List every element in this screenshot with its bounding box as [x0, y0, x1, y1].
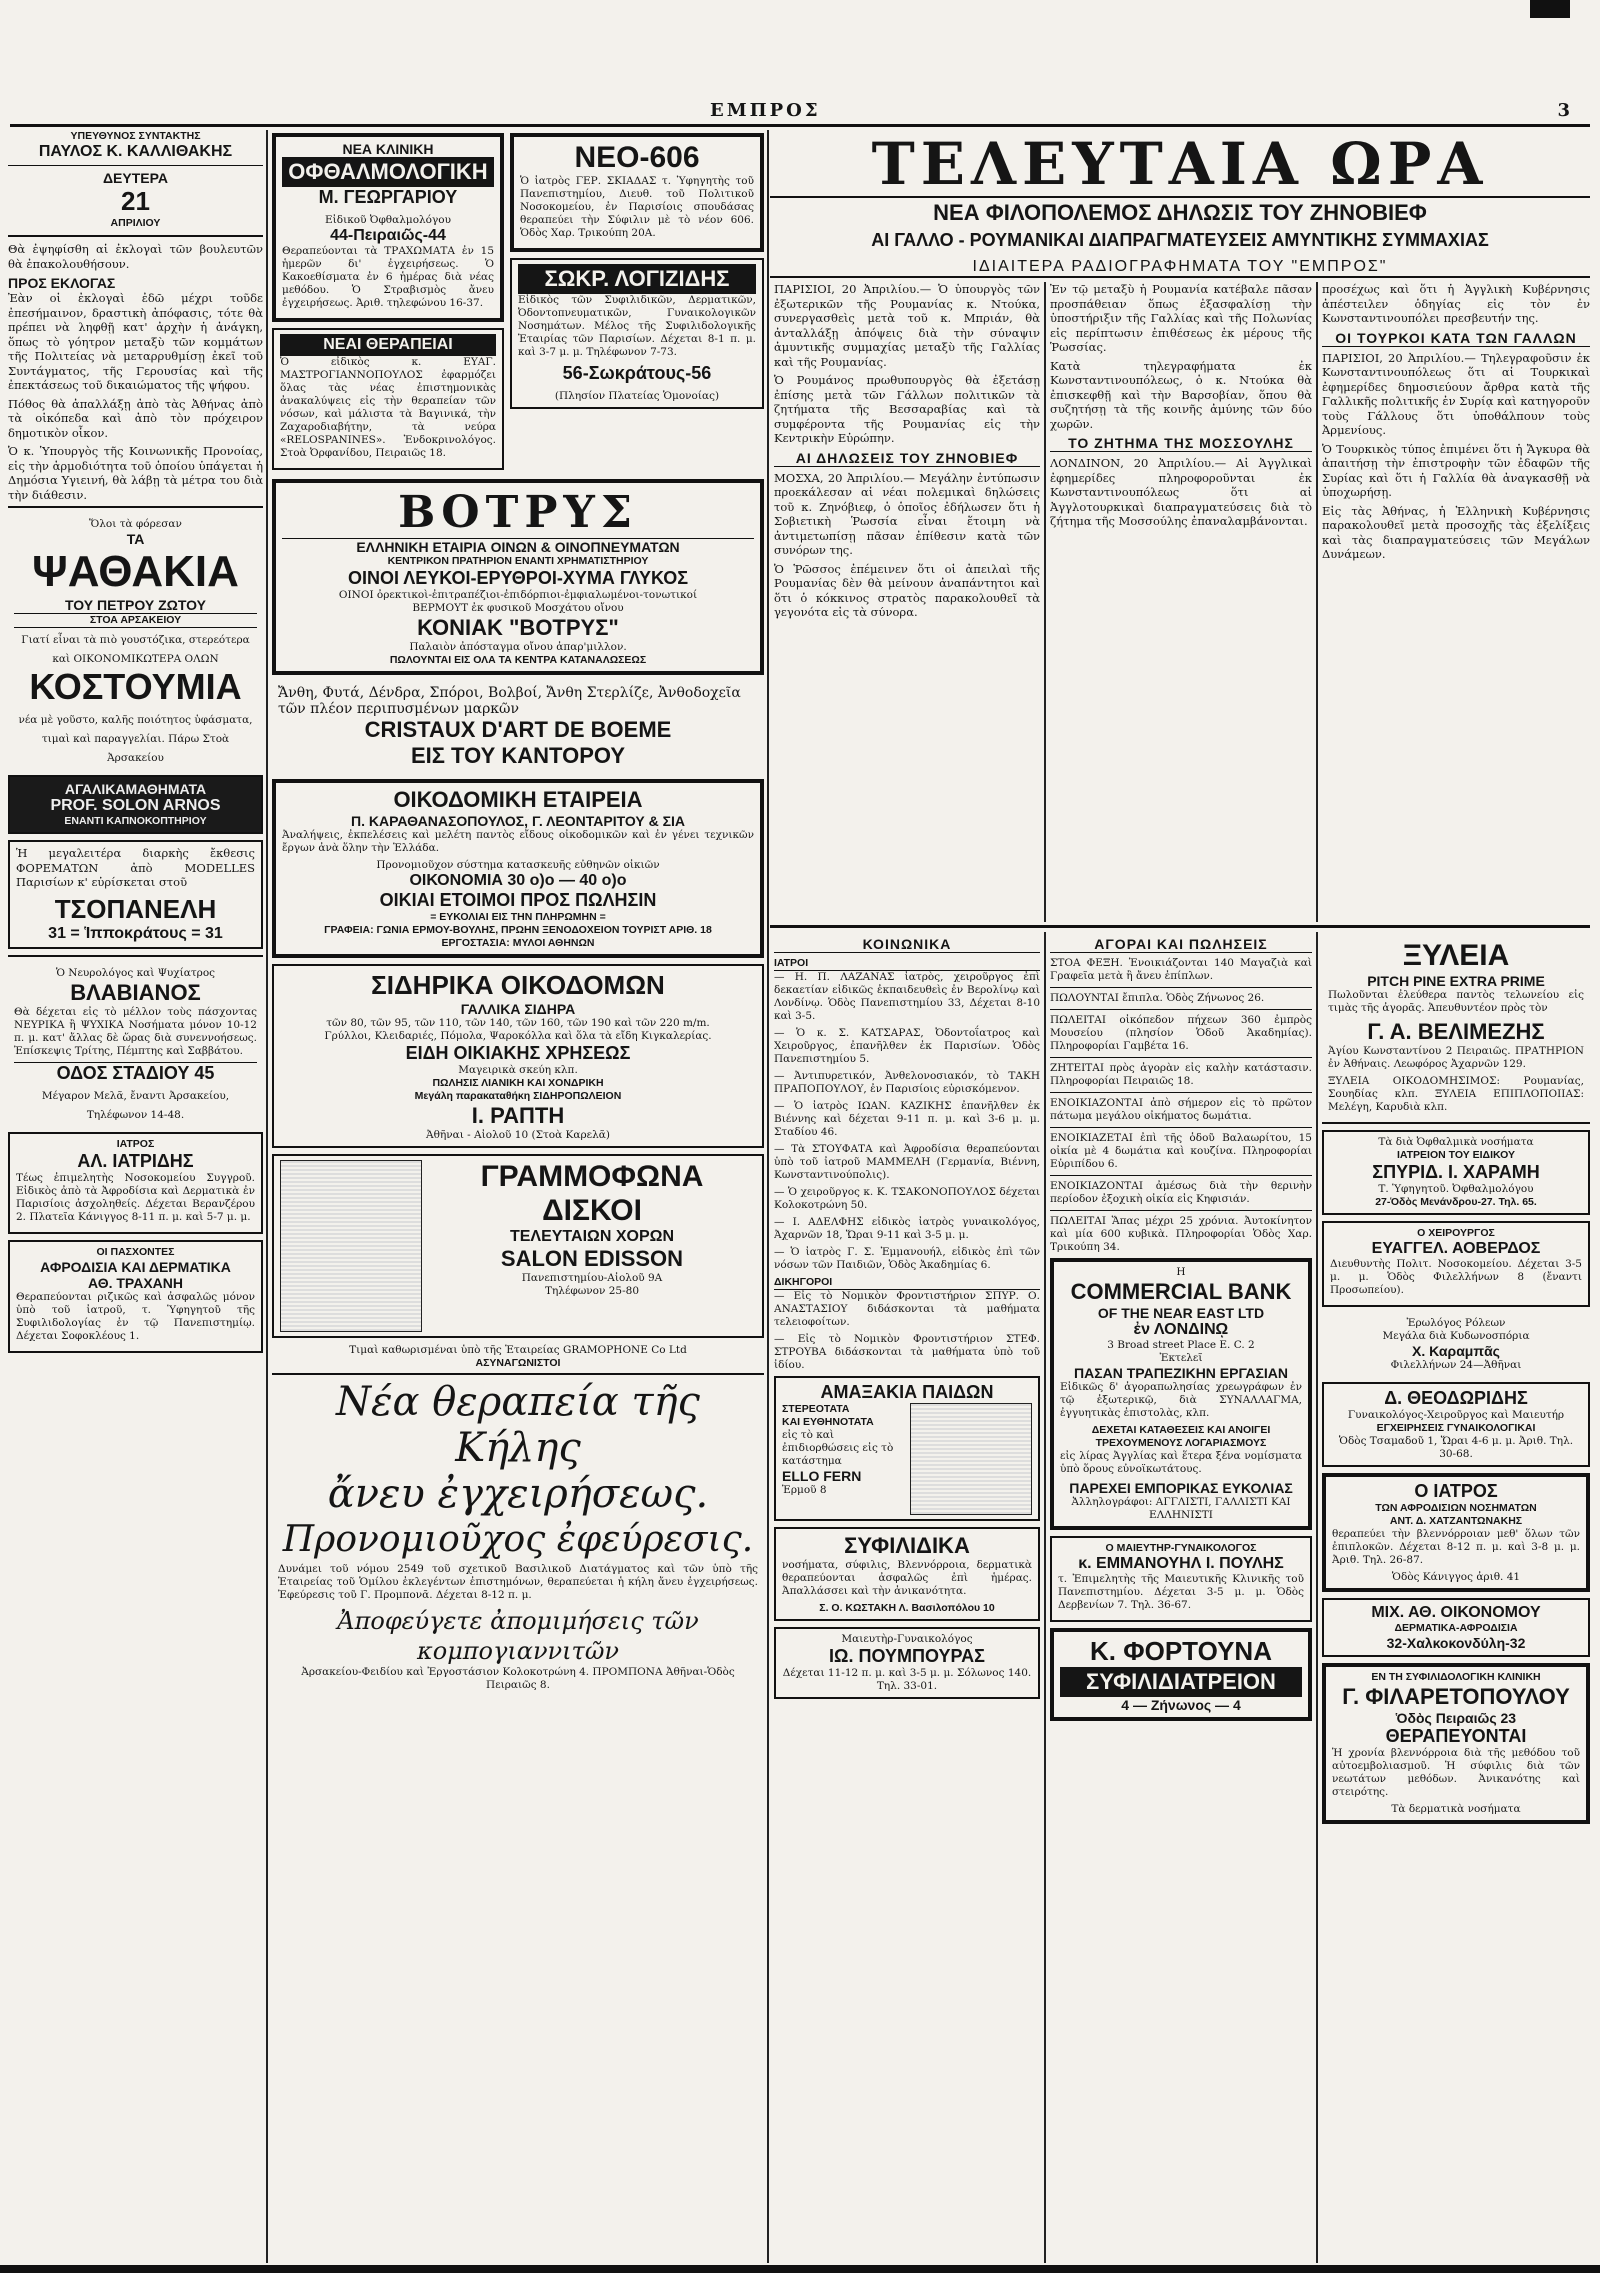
ad-filaretopoulou — [1322, 1663, 1590, 1824]
article-paragraph: ΠΑΡΙΣΙΟΙ, 20 Ἀπριλίου.— Ὁ ὑπουργὸς τῶν ἐξωτερικῶν τῆς Ρουμανίας κ. Ντούκα, συνεργασθεὶς μετὰ τοῦ κ. Μπριάν, θὰ ἀνταλλάξῃ ἀπόψεις διὰ τὴν σύναψιν ἀμυντικῆς συμμαχίας μεταξὺ τῆς Γαλλίας καὶ τῆς Ρουμανίας. — [774, 282, 1040, 369]
article-heading: ΟΙ ΤΟΥΡΚΟΙ ΚΑΤΑ ΤΩΝ ΓΑΛΛΩΝ — [1322, 330, 1590, 347]
column-5-upper — [1322, 282, 1590, 922]
ad-role: ΙΑΤΡΟΣ — [116, 1137, 155, 1150]
ad-line: ΤΕΛΕΥΤΑΙΩΝ ΧΟΡΩΝ — [509, 1228, 675, 1245]
ad-text: Θεραπεύονται ριζικῶς καὶ ἀσφαλῶς μόνον ὑπὸ τοῦ ἰατροῦ, τ. Ὑφηγητοῦ τῆς Συφιλιδολογίας ἐν τῷ Πανεπιστημίῳ. Δέχεται Σοφοκλέους 1. — [16, 1290, 255, 1342]
ad-phone: Τηλέφωνον 25-80 — [545, 1285, 639, 1297]
ad-address: 32-Χαλκοκονδύλη-32 — [1386, 1635, 1526, 1651]
article-paragraph: προσέχως καὶ ὅτι ἡ Ἀγγλικὴ Κυβέρνησις ἀπέστειλεν ὁδηγίας εἰς τὸν ἐν Κωνσταντινουπόλει πρεσβευτήν της. — [1322, 282, 1590, 325]
ad-line: ΕΛΛΗΝΙΚΗ ΕΤΑΙΡΙΑ ΟΙΝΩΝ & ΟΙΝΟΠΝΕΥΜΑΤΩΝ — [356, 539, 680, 555]
ad-name: ΣΠΥΡΙΔ. Ι. ΧΑΡΑΜΗ — [1372, 1162, 1540, 1182]
article-paragraph: ΛΟΝΔΙΝΟΝ, 20 Ἀπριλίου.— Αἱ Ἀγγλικαὶ ἐφημερίδες πληροφοροῦνται ἐκ Κωνσταντινουπόλεως ὅτι αἱ Ἀγγλοτουρκικαὶ διαπραγματεύσεις διὰ τὸ ζήτημα τῆς Μοσσούλης ἐπαναλαμβάνονται. — [1050, 456, 1312, 528]
ad-harami — [1322, 1130, 1590, 1215]
ad-head: ΕΝ ΤΗ ΣΥΦΙΛΙΔΟΛΟΓΙΚΗ ΚΛΙΝΙΚΗ — [1371, 1671, 1541, 1683]
ad-text: Εἰδικὸς τῶν Συφιλιδικῶν, Δερματικῶν, Ὀδοντοπνευματικῶν, Γυναικολογικῶν Νοσημάτων. Μέλος τῆς Συφιλιδολογικῆς Ἑταιρίας τῶν Παρισίων. Δέχεται 8-1 π. μ. καὶ 3-7 μ. μ. Τηλέφωνον 7-73. — [518, 294, 756, 358]
running-header — [10, 100, 1590, 127]
issue-month: ΑΠΡΙΛΙΟΥ — [110, 217, 161, 229]
ad-name: Χ. Καραμπᾶς — [1412, 1343, 1500, 1359]
column-rule — [1044, 932, 1046, 2263]
ad-title: ΟΦΘΑΛΜΟΛΟΓΙΚΗ — [282, 157, 494, 187]
column-2 — [272, 130, 764, 2263]
ad-line: Η — [1176, 1266, 1186, 1278]
last-hour-title: ΤΕΛΕΥΤΑΙΑ ΩΡΑ — [770, 132, 1590, 198]
ad-name: Κ. ΦΟΡΤΟΥΝΑ — [1090, 1636, 1272, 1666]
ad-role: Ὁ Νευρολόγος καὶ Ψυχίατρος — [55, 966, 216, 979]
ad-text: Ἀναλήψεις, ἐκπελέσεις καὶ μελέτη παντὸς εἴδους οἰκοδομικῶν καὶ ἐν γένει τεχνικῶν ἔργων ἀνὰ ὅλην τὴν Ἑλλάδα. — [282, 829, 754, 854]
ad-avdeladas — [1322, 1221, 1590, 1307]
ad-name: ΕΥΑΓΓΕΛ. ΑΟΒΕΡΔΟΣ — [1371, 1240, 1541, 1257]
ad-name: Γ. Α. ΒΕΛΙΜΕΖΗΣ — [1367, 1019, 1545, 1044]
ad-address: Ἀγίου Κωνσταντίνου 2 Πειραιῶς. ΠΡΑΤΗΡΙΟΝ ἐν Ἀθήναις. Λεωφόρος Ἀχαρνῶν 129. — [1328, 1045, 1584, 1070]
ad-oikodomiki — [272, 779, 764, 958]
ad-address: 4 — Ζήνωνος — 4 — [1121, 1697, 1241, 1713]
ad-head: Ο ΙΑΤΡΟΣ — [1414, 1481, 1498, 1501]
ad-psathakia — [8, 506, 263, 769]
ad-line: ΚΟΝΙΑΚ "ΒΟΤΡΥΣ" — [417, 615, 619, 640]
article-paragraph: Ὁ Τουρκικὸς τύπος ἐπιμένει ὅτι ἡ Ἄγκυρα θὰ ἀπαιτήσῃ τὴν ἐπιστροφὴν τῶν ἐδαφῶν τῆς Συρίας καὶ ὅτι ἡ Γαλλία θὰ ἀναγκασθῇ νὰ ὑποχωρήσῃ. — [1322, 441, 1590, 499]
top-border — [0, 0, 1600, 18]
ad-text: Ὁδὸς Τσαμαδοῦ 1, Ὥραι 4-6 μ. μ. Ἀριθ. Τηλ. 30-68. — [1338, 1435, 1574, 1460]
ad-vlavianos — [8, 955, 263, 1126]
classified: ΖΗΤΕΙΤΑΙ πρὸς ἀγορὰν εἰς καλὴν κατάστασιν. Πληροφορίαι Πειραιῶς 18. — [1050, 1062, 1312, 1087]
column-rule — [1316, 932, 1318, 2263]
ad-line: ΚΕΝΤΡΙΚΟΝ ΠΡΑΤΗΡΙΟΝ ΕΝΑΝΤΙ ΧΡΗΜΑΤΙΣΤΗΡΙΟΥ — [387, 555, 649, 567]
ad-address: 44-Πειραιῶς-44 — [330, 227, 446, 244]
ad-name: ΜΙΧ. ΑΘ. ΟΙΚΟΝΟΜΟΥ — [1371, 1604, 1541, 1621]
ad-name: Γ. ΦΙΛΑΡΕΤΟΠΟΥΛΟΥ — [1342, 1684, 1570, 1709]
ad-title: ΝΕΟ-606 — [574, 141, 700, 174]
notice: — Ὁ ἰατρὸς ΙΩΑΝ. ΚΑΖΙΚΗΣ ἐπανῆλθεν ἐκ Βιέννης καὶ δέχεται 9-11 π. μ. καὶ 3-6 μ. μ. Σταδίου 46. — [774, 1100, 1040, 1138]
ad-line: ΕΙΔΗ ΟΙΚΙΑΚΗΣ ΧΡΗΣΕΩΣ — [405, 1043, 631, 1063]
article-paragraph: Θὰ ἐψηφίσθη αἱ ἐκλογαὶ τῶν βουλευτῶν θὰ ἐπακολουθήσουν. — [8, 242, 263, 271]
ad-line: ΟΙΚΟΝΟΜΙΑ 30 ο)ο — 40 ο)ο — [409, 872, 627, 889]
ad-title: ἄνευ ἐγχειρήσεως. — [327, 1471, 709, 1517]
subsection-title: ΔΙΚΗΓΟΡΟΙ — [774, 1276, 1040, 1290]
ad-line: ΟΙΝΟΙ ΛΕΥΚΟΙ-ΕΡΥΘΡΟΙ-ΧΥΜΑ ΓΛΥΚΟΣ — [347, 568, 689, 588]
ad-name: Σ. Ο. ΚΩΣΤΑΚΗ Λ. Βασιλοπόλου 10 — [819, 1602, 995, 1614]
ad-line: τῶν 80, τῶν 95, τῶν 110, τῶν 140, τῶν 160, τῶν 190 καὶ τῶν 220 m/m. — [326, 1017, 710, 1029]
column-rule — [1044, 282, 1046, 922]
ad-title: ΣΥΦΙΛΙΔΙΑΤΡΕΙΟΝ — [1060, 1667, 1302, 1697]
notice: — Τὰ ΣΤΟΥΦΑΤΑ καὶ Ἀφροδίσια θεραπεύονται ὑπὸ τοῦ ἰατροῦ ΜΑΜΜΕΛΗ (Γερμανία, Βιέννη, Κωνσταντινούπολις). — [774, 1143, 1040, 1181]
ad-line: CRISTAUX D'ART DE BOEME — [364, 717, 672, 742]
ad-line: ΟΙΚΙΑΙ ΕΤΟΙΜΟΙ ΠΡΟΣ ΠΩΛΗΣΙΝ — [379, 890, 657, 910]
notice: — Ἀντιπυρετικόν, Ἀνθελονοσιακόν, τὸ ΤΑΚΗ ΠΡΑΠΟΠΟΥΛΟΥ, ἐν Παρισίοις εὐρισκόμενον. — [774, 1070, 1040, 1095]
ad-line: Προνομιοῦχον σύστημα κατασκευῆς εὐθηνῶν οἰκιῶν — [376, 859, 660, 871]
classified: ΠΩΛΟΥΝΤΑΙ ἔπιπλα. Ὁδὸς Ζήνωνος 26. — [1050, 992, 1265, 1004]
ad-karampas — [1322, 1313, 1590, 1376]
column-rule — [1316, 282, 1318, 922]
column-5-lower — [1322, 932, 1590, 2263]
ad-head: Ἐρωλόγος Ρόλεων — [1406, 1317, 1506, 1329]
ad-tagline: Ὅλοι τὰ φόρεσαν — [89, 518, 182, 530]
ad-rapti — [272, 964, 764, 1148]
ad-oikonomou — [1322, 1598, 1590, 1657]
ad-sub: ΔΙΣΚΟΙ — [542, 1194, 642, 1227]
ad-title: ΟΙΚΟΔΟΜΙΚΗ ΕΤΑΙΡΕΙΑ — [393, 787, 643, 812]
ad-xyleia — [1322, 935, 1590, 1124]
page-number: 3 — [1557, 100, 1570, 121]
column-4-upper — [1050, 282, 1312, 922]
ad-line: ΠΑΣΑΝ ΤΡΑΠΕΖΙΚΗΝ ΕΡΓΑΣΙΑΝ — [1074, 1365, 1288, 1381]
ad-text: εἰς λίρας Ἀγγλίας καὶ ἕτερα ξένα νομίσματα ὑπὸ ὅρους εὐνοϊκωτάτους. — [1060, 1450, 1302, 1475]
ad-title: ΝΕΑΙ ΘΕΡΑΠΕΙΑΙ — [280, 334, 496, 356]
ad-text: εἰς τὸ καὶ ἐπιδιορθώσεις εἰς τὸ κατάστημα — [782, 1429, 894, 1467]
ad-title: ΞΥΛΕΙΑ — [1402, 939, 1510, 972]
bottom-border — [0, 2265, 1600, 2273]
notice: — Ι. ΑΔΕΛΦΗΣ εἰδικὸς ἰατρὸς γυναικολόγος, Ἀχαρνῶν 18, Ὥραι 9-11 καὶ 3-5 μ. μ. — [774, 1216, 1040, 1241]
ad-name: ΑΘ. ΤΡΑΧΑΝΗ — [87, 1274, 184, 1291]
ad-line: ΔΕΧΕΤΑΙ ΚΑΤΑΘΕΣΕΙΣ ΚΑΙ ΑΝΟΙΓΕΙ ΤΡΕΧΟΥΜΕΝΟΥΣ ΛΟΓΑΡΙΑΣΜΟΥΣ — [1091, 1424, 1271, 1449]
ad-title: ΑΦΡΟΔΙΣΙΑ ΚΑΙ ΔΕΡΜΑΤΙΚΑ — [40, 1258, 231, 1275]
ad-title: ΤΣΟΠΑΝΕΛΗ — [54, 893, 217, 924]
ad-line: Μαγειρικὰ σκεύη κλπ. — [458, 1064, 578, 1076]
ad-role: Ο ΧΕΙΡΟΥΡΓΟΣ — [1417, 1227, 1495, 1239]
notice: — Ὁ χειροῦργος κ. Κ. ΤΣΑΚΟΝΟΠΟΥΛΟΣ δέχεται Κολοκοτρώνη 50. — [774, 1186, 1040, 1211]
article-paragraph: Ὁ Ῥῶσσος ἐπέμεινεν ὅτι οἱ ἀπειλαὶ τῆς Ρουμανίας δὲν θὰ μείνουν ἀναπάντητοι καὶ ὅτι ὁ κόκκινος στρατὸς παρακολουθεῖ τὰ γεγονότα εἰς τὰ σύνορα. — [774, 561, 1040, 619]
ad-name: Δ. ΘΕΟΔΩΡΙΔΗΣ — [1384, 1388, 1528, 1408]
ad-line: ΚΑΙ ΕΥΘΗΝΟΤΑΤΑ — [782, 1416, 874, 1428]
article-paragraph: ΠΑΡΙΣΙΟΙ, 20 Ἀπριλίου.— Τηλεγραφοῦσιν ἐκ Κωνσταντινουπόλεως ὅτι αἱ Τουρκικαὶ ἐφημερίδες δημοσιεύουν ἄρθρα κατὰ τῆς Γαλλικῆς πολιτικῆς ἐν Συρίᾳ καὶ κατηγοροῦν τοὺς Γάλλους ὅτι ὑποθάλπουν τοὺς Ἀρμενίους. — [1322, 350, 1590, 437]
ad-address: ΣΤΟΑ ΑΡΣΑΚΕΙΟΥ — [14, 613, 257, 628]
editor-name: ΠΑΥΛΟΣ Κ. ΚΑΛΛΙΘΑΚΗΣ — [38, 143, 233, 160]
ad-iatridis — [8, 1132, 263, 1234]
ad-line: ΓΡΑΦΕΙΑ: ΓΩΝΙΑ ΕΡΜΟΥ-ΒΟΥΛΗΣ, ΠΡΩΗΝ ΞΕΝΟΔΟΧΕΙΟΝ ΤΟΥΡΙΣΤ ΑΡΙΘ. 18 — [324, 924, 712, 936]
ad-footer: Τιμαὶ καθωρισμέναι ὑπὸ τῆς Ἑταιρείας GRAMOPHONE Co Ltd — [349, 1344, 687, 1356]
ad-title: ΒΛΑΒΙΑΝΟΣ — [70, 979, 201, 1005]
ad-footer: Ἀρσακείου-Φειδίου καὶ Ἐργοστάσιον Κολοκοτρώνη 4. ΠΡΟΜΠΟΝΑ Ἀθῆναι-Ὁδὸς Πειραιῶς 8. — [301, 1666, 735, 1691]
article-paragraph: Ὁ Ρουμάνος πρωθυπουργὸς θὰ ἐξετάσῃ ἐπίσης μετὰ τῶν Γάλλων πολιτικῶν τὰ ζητήματα τῆς Βεσσαραβίας καὶ τὰ συμφέροντα τῆς Ρουμανίας εἰς τὴν Κεντρικὴν Εὐρώπην. — [774, 373, 1040, 445]
ad-line: ΠΩΛΗΣΙΣ ΛΙΑΝΙΚΗ ΚΑΙ ΧΟΝΔΡΙΚΗ — [432, 1077, 604, 1089]
ad-place: (Πλησίον Πλατείας Ὁμονοίας) — [554, 390, 720, 402]
issue-day: ΔΕΥΤΕΡΑ — [102, 170, 169, 186]
classified: ΠΩΛΕΙΤΑΙ οἰκόπεδον πήχεων 360 ἐμπρὸς Μουσείου (πλησίον Ὁδοῦ Ἀκαδημίας). Πληροφορίαι Γαμβέτα 16. — [1050, 1014, 1312, 1052]
ad-address: Πανεπιστημίου-Αἰολοῦ 9Α — [521, 1272, 663, 1284]
article-paragraph: Κατὰ τηλεγραφήματα ἐκ Κωνσταντινουπόλεως, ὁ κ. Ντούκα θὰ ἐπισκεφθῇ καὶ τὴν Βαρσοβίαν, ὅπου θὰ συζητήσῃ τὰ τῆς κοινῆς ἀμύνης τῶν δύο χωρῶν. — [1050, 358, 1312, 431]
classified: ΕΝΟΙΚΙΑΖΟΝΤΑΙ ἀμέσως διὰ τὴν θερινὴν περίοδον ἐξοχικὴ οἰκία εἰς Κηφισιάν. — [1050, 1180, 1312, 1205]
headline-3: ΙΔΙΑΙΤΕΡΑ ΡΑΔΙΟΓΡΑΦΗΜΑΤΑ ΤΟΥ "ΕΜΠΡΟΣ" — [770, 258, 1590, 278]
ink-mark — [1530, 0, 1570, 18]
ad-text: Τέως ἐπιμελητὴς Νοσοκομείου Συγγροῦ. Εἰδικὸς ἀπὸ τὰ Ἀφροδίσια καὶ Δερματικὰ ἐν Παρισίοις ἀσχοληθείς. Δέχεται Βερανζέρου 2. Πλατεῖα Κάνιγγος 8-11 π. μ. καὶ 5-7 μ. μ. — [16, 1171, 255, 1223]
article-paragraph: Ἐν τῷ μεταξὺ ἡ Ρουμανία κατέβαλε πᾶσαν προσπάθειαν ὅπως ἐξασφαλίσῃ τὴν ὑποστήριξιν τῆς Γαλλίας καὶ τῆς Πολωνίας εἰς περίπτωσιν ἐπιθέσεως ἐκ μέρους τῆς Ῥωσσίας. — [1050, 282, 1312, 354]
ad-line: Π. ΚΑΡΑΘΑΝΑΣΟΠΟΥΛΟΣ, Γ. ΛΕΟΝΤΑΡΙΤΟΥ & ΣΙΑ — [350, 813, 686, 829]
ad-title: ΑΛ. ΙΑΤΡΙΔΗΣ — [77, 1150, 194, 1171]
ad-text: Δέχεται 11-12 π. μ. καὶ 3-5 μ. μ. Σόλωνος 140. Τηλ. 33-01. — [782, 1667, 1032, 1692]
ad-title: ΣΙΔΗΡΙΚΑ ΟΙΚΟΔΟΜΩΝ — [371, 970, 665, 1000]
ad-sub: ΔΕΡΜΑΤΙΚΑ-ΑΦΡΟΔΙΣΙΑ — [1394, 1622, 1518, 1634]
ad-address: 31 = Ἱπποκράτους = 31 — [48, 924, 223, 942]
ad-line: Ἀποφεύγετε ἀπομιμήσεις τῶν κομπογιαννιτῶν — [337, 1607, 699, 1665]
paper-name: ΕΜΠΡΟΣ — [710, 100, 821, 121]
ad-line: ΣΤΕΡΕΟΤΑΤΑ — [782, 1403, 850, 1415]
ad-brand: ΤΟΥ ΠΕΤΡΟΥ ΖΩΤΟΥ — [64, 597, 206, 613]
ad-footer: ΑΣΥΝΑΓΩΝΙΣΤΟΙ — [475, 1357, 561, 1369]
ad-role: Γυναικολόγος-Χειροῦργος καὶ Μαιευτήρ — [1347, 1409, 1565, 1421]
ad-name: κ. ΕΜΜΑΝΟΥΗΛ Ι. ΠΟΥΛΗΣ — [1078, 1555, 1284, 1572]
classified: ΠΩΛΕΙΤΑΙ Ἅπας μέχρι 25 χρόνια. Ἀυτοκίνητον καὶ μία 600 κυβικὰ. Πληροφορίαι Ὁδὸς Χαρ. Τρικούπη 34. — [1050, 1215, 1312, 1253]
ad-tsopaneli — [8, 840, 263, 949]
ad-text: Θεραπεύονται τὰ ΤΡΑΧΩΜΑΤΑ ἐν 15 ἡμερῶν δι' ἐγχειρήσεως. Ὁ Κακοεθίσματα ἐν 6 ἡμέρας διὰ νέας μεθόδου. Ὁ Στραβισμὸς ἄνευ ἐγχειρήσεως. Ἀριθ. τηλεφώνου 16-37. — [282, 245, 494, 309]
ad-text: Θὰ δέχεται εἰς τὸ μέλλον τοὺς πάσχοντας ΝΕΥΡΙΚΑ ἢ ΨΥΧΙΚΑ Νοσήματα μόνον 10-12 π. μ. κατ' ἄλλας δὲ ὥρας διὰ συνεννοήσεως. Ἐπίσκεψις Τρίτης, Πέμπτης καὶ Σαββάτου. — [14, 1005, 257, 1057]
ad-line: ΑΓΑΛΙΚΑΜΑΘΗΜΑΤΑ — [64, 781, 207, 797]
ad-address: 27-Ὁδὸς Μενάνδρου-27. Τηλ. 65. — [1375, 1196, 1537, 1208]
pram-illustration — [910, 1403, 1032, 1515]
ad-text: Εἰδικῶς δ' ἀγοραπωλησίας χρεωγράφων ἐν τῷ ἐξωτερικῷ, διὰ ΣΥΝΑΛΛΑΓΜΑ, ἐγγυητικὰς ἐπιστολὰς, κλπ. — [1060, 1381, 1302, 1419]
article-paragraph: Ὁ κ. Ὑπουργὸς τῆς Κοινωνικῆς Προνοίας, εἰς τὴν ἁρμοδιότητα τοῦ ὁποίου ὑπάγεται ἡ Δημόσια Υγιεινή, θὰ λάβῃ τὰ μέτρα του διὰ τὴν διάθεσιν. — [8, 444, 263, 502]
ad-kostoumia-title: ΚΟΣΤΟΥΜΙΑ — [29, 666, 242, 707]
ad-text: Ἄνθη, Φυτά, Δένδρα, Σπόροι, Βολβοί, Ἄνθη Στερλίζε, Ἀνθοδοχεῖα τῶν πλέον περιπυσμένων μαρκῶν — [278, 685, 741, 717]
ad-line: ΕΝΑΝΤΙ ΚΑΠΝΟΚΟΠΤΗΡΙΟΥ — [64, 815, 207, 827]
ad-fortouna — [1050, 1628, 1312, 1721]
ad-text: Ἡ μεγαλειτέρα διαρκὴς ἔκθεσις ΦΟΡΕΜΑΤΩΝ ἀπὸ MODELLES Παρισίων κ' εὐρίσκεται στοῦ — [16, 846, 255, 889]
ad-title: COMMERCIAL BANK — [1070, 1279, 1292, 1304]
section-divider — [770, 925, 1590, 928]
ad-line: = ΕΥΚΟΛΙΑΙ ΕΙΣ ΤΗΝ ΠΛΗΡΩΜΗΝ = — [430, 911, 606, 923]
ad-theodoridis — [1322, 1382, 1590, 1467]
ad-address: ΟΔΟΣ ΣΤΑΔΙΟΥ 45 — [14, 1062, 257, 1084]
notice: — Ὁ κ. Σ. ΚΑΤΣΑΡΑΣ, Ὀδοντοΐατρος καὶ Χειροῦργος, ἐπανῆλθεν ἐκ Παρισίων. Ὁδὸς Πανεπιστημίου 5. — [774, 1027, 1040, 1065]
ad-line: Μεγάλη παρακαταθήκη ΣΙΔΗΡΟΠΩΛΕΙΟΝ — [414, 1090, 622, 1102]
ad-line: ΠΩΛΟΥΝΤΑΙ ΕΙΣ ΟΛΑ ΤΑ ΚΕΝΤΡΑ ΚΑΤΑΝΑΛΩΣΕΩΣ — [389, 654, 647, 666]
article-paragraph: Πόθος θὰ ἀπαλλάξῃ ἀπὸ τὰς Ἀθήνας ἀπὸ τὰ οἰκόπεδα καὶ ἀπὸ τὸν πρόχειρον δημοτικὸν οἶκον. — [8, 396, 263, 440]
ad-gramophone — [272, 1154, 764, 1338]
ad-text: Μέγαρον Μελᾶ, ἔναντι Ἀρσακείου, Τηλέφωνον 14-48. — [41, 1089, 230, 1121]
ad-line: ΠΑΡΕΧΕΙ ΕΜΠΟΡΙΚΑΣ ΕΥΚΟΛΙΑΣ — [1069, 1480, 1293, 1496]
subsection-title: ΙΑΤΡΟΙ — [774, 957, 1040, 971]
ad-line: OF THE NEAR EAST LTD — [1097, 1305, 1265, 1321]
ad-commercial-bank — [1050, 1258, 1312, 1530]
notice: — Η. Π. ΛΑΖΑΝΑΣ ἰατρὸς, χειροῦργος ἐπὶ δεκαετίαν εἰδικῶς ἐκπαιδευθεὶς ἐν Βερολίνῳ καὶ Λονδίνῳ. Ὁδὸς Πανεπιστημίου 33, Δέχεται 8-10 καὶ 3-5. — [774, 971, 1040, 1022]
section-title: ΚΟΙΝΩΝΙΚΑ — [774, 936, 1040, 953]
ad-text: νοσήματα, σύφιλις, Βλεννόρροια, δερματικὰ θεραπεύονται ἀσφαλῶς ἐπὶ ἡμέρας. Ἀπαλλάσσει καὶ τὴν ἀνικανότητα. — [782, 1559, 1032, 1597]
ad-name: ΙΩ. ΠΟΥΜΠΟΥΡΑΣ — [829, 1646, 985, 1666]
ad-title: Προνομιοῦχος ἐφεύρεσις. — [282, 1519, 754, 1560]
ad-poumpouras — [774, 1627, 1040, 1699]
ad-title: ΣΥΦΙΛΙΔΙΚΑ — [844, 1533, 970, 1558]
ad-logizidis — [510, 258, 764, 409]
ad-address: Ὁδὸς Κάνιγγος ἀριθ. 41 — [1391, 1571, 1521, 1583]
ad-title: Νέα θεραπεία τῆς Κήλης — [336, 1379, 700, 1471]
ad-sub: ΙΑΤΡΕΙΟΝ ΤΟΥ ΕΙΔΙΚΟΥ — [1396, 1149, 1516, 1161]
headline-1: ΝΕΑ ΦΙΛΟΠΟΛΕΜΟΣ ΔΗΛΩΣΙΣ ΤΟΥ ΖΗΝΟΒΙΕΦ — [933, 200, 1427, 225]
ad-line: Ἐκτελεῖ — [1159, 1352, 1203, 1364]
article-heading: ΠΡΟΣ ΕΚΛΟΓΑΣ — [8, 275, 116, 291]
ad-role: Ο ΜΑΙΕΥΤΗΡ-ΓΥΝΑΙΚΟΛΟΓΟΣ — [1105, 1542, 1257, 1554]
ad-footer: Τὰ δερματικὰ νοσήματα — [1391, 1803, 1521, 1815]
ad-poulis — [1050, 1536, 1312, 1622]
ad-head: Τὰ διὰ Ὀφθαλμικὰ νοσήματα — [1378, 1136, 1534, 1148]
article-heading: ΑΙ ΔΗΛΩΣΕΙΣ ΤΟΥ ΖΗΝΟΒΙΕΦ — [774, 450, 1040, 467]
column-3-lower — [774, 932, 1040, 2263]
ad-text: Τ. Ὑφηγητοῦ. Ὀφθαλμολόγου — [1378, 1183, 1534, 1195]
ad-article: ΤΑ — [126, 531, 145, 547]
ad-address: 56-Σωκράτους-56 — [562, 363, 712, 383]
ad-text: ΞΥΛΕΙΑ ΟΙΚΟΔΟΜΗΣΙΜΟΣ: Ρουμανίας, Σουηδίας κλπ. ΞΥΛΕΙΑ ΕΠΙΠΛΟΠΟΙΙΑΣ: Μελέγη, Καρυδιὰ κλπ. — [1328, 1075, 1584, 1113]
column-4-lower — [1050, 932, 1312, 2263]
ad-text: θεραπεύει τὴν βλεννόρροιαν μεθ' ὅλων τῶν ἐπιπλοκῶν. Δέχεται 8-12 π. μ. καὶ 3-8 μ. μ. Ἀριθ. Τηλ. 26-87. — [1332, 1528, 1580, 1566]
ad-text: Ἡ χρονία βλεννόρροια διὰ τῆς μεθόδου τοῦ αὐτοεμβολιασμοῦ. Ἡ σύφιλις διὰ τῶν νεωτάτων μεθόδων. Ἀνικανότης καὶ στειρότης. — [1332, 1747, 1580, 1798]
ad-mastrogiannopoulos — [272, 328, 504, 470]
ad-title: ΒΟΤΡΥΣ — [282, 487, 754, 539]
ad-title: ΓΡΑΜΜΟΦΩΝΑ — [480, 1160, 704, 1193]
ad-votrys — [272, 479, 764, 675]
column-1 — [8, 130, 263, 2263]
article-paragraph: Εἰς τὰς Ἀθήνας, ἡ Ἑλληνικὴ Κυβέρνησις παρακολουθεῖ μετὰ προσοχῆς τὰς ἐξελίξεις καὶ τὰς διαπραγματεύσεις τῶν Μεγάλων Δυνάμεων. — [1322, 503, 1590, 561]
ad-title: ΣΩΚΡ. ΛΟΓΙΖΙΔΗΣ — [518, 264, 756, 294]
article-paragraph: ΜΟΣΧΑ, 20 Ἀπριλίου.— Μεγάλην ἐντύπωσιν προεκάλεσαν αἱ νέαι πολεμικαὶ δηλώσεις τοῦ κ. Ζηνόβιεφ, ὁ ὁποῖος ἐδήλωσεν ὅτι ἡ Σοβιετικὴ Ῥωσσία εἶναι ἕτοιμη νὰ ἀντιμετωπίσῃ πᾶσαν ἐπίθεσιν κατὰ τῶν συνόρων της. — [774, 470, 1040, 557]
dancers-illustration — [280, 1160, 422, 1332]
ad-line: ΒΕΡΜΟΥΤ ἐκ φυσικοῦ Μοσχάτου οἴνου — [412, 602, 624, 614]
ad-text: Ὁ ἰατρὸς ΓΕΡ. ΣΚΙΑΔΑΣ τ. Ὑφηγητὴς τοῦ Πανεπιστημίου, Διευθ. τοῦ Πολιτικοῦ Νοσοκομείου, ἐν Παρισίοις σπουδάσας θεραπεύει τὴν Σύφιλιν μὲ τὸ νέον 606. Ὁδὸς Χαρ. Τρικούπη 20Α. — [520, 175, 754, 239]
ad-neo606 — [510, 133, 764, 252]
ad-line: ΕΡΓΟΣΤΑΣΙΑ: ΜΥΛΟΙ ΑΘΗΝΩΝ — [441, 937, 595, 949]
notice: — Ὁ ἰατρὸς Γ. Σ. Ἐμμανουήλ, εἰδικὸς ἐπὶ τῶν νόσων τῶν Παιδιῶν, Ὁδὸς Ἀκαδημίας 6. — [774, 1246, 1040, 1271]
ad-line: ΟΙΝΟΙ ὀρεκτικοὶ-ἐπιτραπέζιοι-ἐπιδόρπιοι-ἐμφιαλωμένοι-τονωτικοί — [338, 589, 698, 601]
column-3-upper — [774, 282, 1040, 922]
ad-sub: Μεγάλα διὰ Κυδωνοσπόρια — [1382, 1330, 1530, 1342]
ad-arnos — [8, 775, 263, 834]
ad-line: Γρύλλοι, Κλειδαριές, Πόμολα, Ψαροκόλλα καὶ ὅλα τὰ εἴδη Κιγκαλερίας. — [324, 1030, 712, 1042]
ad-head: ΝΕΑ ΚΛΙΝΙΚΗ — [342, 141, 434, 157]
classified: ΕΝΟΙΚΙΑΖΟΝΤΑΙ ἀπὸ σήμερον εἰς τὸ πρῶτον πάτωμα μεγάλου οἰκήματος δωμάτια. — [1050, 1097, 1312, 1122]
issue-date: 21 — [121, 186, 150, 216]
ad-sub: ΕΓΧΕΙΡΗΣΕΙΣ ΓΥΝΑΙΚΟΛΟΓΙΚΑΙ — [1376, 1422, 1536, 1434]
ad-text: νέα μὲ γοῦστο, καλῆς ποιότητος ὑφάσματα, τιμαὶ καὶ παραγγελίαι. Πάρω Στοὰ Ἀρσακείου — [18, 714, 253, 764]
masthead-editor — [8, 130, 263, 237]
ad-address: Φιλελλήνων 24—Ἀθῆναι — [1390, 1359, 1522, 1371]
classified: ΣΤΟΑ ΦΕΞΗ. Ἐνοικιάζονται 140 Μαγαζιὰ καὶ Γραφεῖα μετὰ ἢ ἄνευ ἐπίπλων. — [1050, 957, 1312, 982]
ad-text: Διευθυντὴς Πολιτ. Νοσοκομείου. Δέχεται 3-5 μ. μ. Ὁδὸς Φιλελλήνων 8 (ἔναντι Προσωπείου). — [1330, 1258, 1582, 1296]
ad-name: ΑΝΤ. Δ. ΧΑΤΖΑΝΤΩΝΑΚΗΣ — [1389, 1515, 1523, 1527]
ad-amaxakia — [774, 1376, 1040, 1521]
ad-line: PROF. SOLON ARNOS — [50, 797, 221, 814]
ad-name: ELLO FERN — [782, 1468, 862, 1484]
section-title: ΑΓΟΡΑΙ ΚΑΙ ΠΩΛΗΣΕΙΣ — [1050, 936, 1312, 953]
column-rule — [767, 130, 769, 2263]
ad-sub: ΤΩΝ ΑΦΡΟΔΙΣΙΩΝ ΝΟΣΗΜΑΤΩΝ — [1375, 1502, 1537, 1514]
headline-2: ΑΙ ΓΑΛΛΟ - ΡΟΥΜΑΝΙΚΑΙ ΔΙΑΠΡΑΓΜΑΤΕΥΣΕΙΣ ΑΜΥΝΤΙΚΗΣ ΣΥΜΜΑΧΙΑΣ — [871, 230, 1489, 250]
notice: — Εἰς τὸ Νομικὸν Φροντιστήριον ΣΠΥΡ. Ο. ΑΝΑΣΤΑΣΙΟΥ διδάσκονται τὰ μαθήματα τελειοφοίτων. — [774, 1290, 1040, 1328]
ad-kili — [272, 1373, 764, 1696]
ad-title: ΘΕΡΑΠΕΥΟΝΤΑΙ — [1385, 1726, 1527, 1746]
ad-text: Δυνάμει τοῦ νόμου 2549 τοῦ σχετικοῦ Βασιλικοῦ Διατάγματος καὶ τῶν ὑπὸ τῆς Ἑταιρείας τοῦ Ὁμίλου ἐκλεγέντων ἐπιστημόνων, θεραπεύεται ἡ κήλη ἄνευ ἐγχειρήσεως. Ἐφεύρεσις τοῦ Γ. Προμπονᾶ. Δέχεται 8-12 π. μ. — [278, 1563, 758, 1601]
ad-text: Ὁ εἰδικὸς κ. ΕΥΑΓ. ΜΑΣΤΡΟΓΙΑΝΝΟΠΟΥΛΟΣ ἐφαρμόζει ὅλας τὰς νέας ἐπιστημονικὰς ἀνακαλύψεις εἰς τὴν θεραπείαν τῶν νόσων, καὶ μάλιστα τὰ Βαγινικά, τὴν Ζαχαροδιαβήτην, τὰ νεύρα «RELOSPANINES». Ἐνδοκρινολόγος. Στοὰ Ὀρφανίδου, Πειραιῶς 18. — [280, 356, 496, 459]
ad-sub: PITCH PINE EXTRA PRIME — [1367, 973, 1545, 989]
ad-role: Μαιευτὴρ-Γυναικολόγος — [841, 1633, 973, 1645]
ad-text: Πωλοῦνται ἐλεύθερα παντὸς τελωνείου εἰς τιμὰς τῆς ἀγορᾶς. Ἀπευθυντέον πρὸς τὸν — [1328, 989, 1584, 1014]
ad-trachani — [8, 1240, 263, 1353]
ad-line: SALON EDISSON — [500, 1246, 684, 1271]
ad-sub: Εἰδικοῦ Ὀφθαλμολόγου — [325, 214, 451, 226]
article-heading: ΤΟ ΖΗΤΗΜΑ ΤΗΣ ΜΟΣΣΟΥΛΗΣ — [1050, 435, 1312, 452]
ad-address: Ἀθῆναι - Αἰολοῦ 10 (Στοὰ Καρελᾶ) — [426, 1129, 610, 1141]
ad-text: Γιατί εἶναι τὰ πιὸ γουστόζικα, στερεότερα καὶ ΟΙΚΟΝΟΜΙΚΩΤΕΡΑ ΟΛΩΝ — [21, 634, 250, 665]
ad-address: Ἑρμοῦ 8 — [782, 1484, 827, 1496]
ad-name: Μ. ΓΕΩΡΓΑΡΙΟΥ — [318, 187, 458, 207]
notice: — Εἰς τὸ Νομικὸν Φροντιστήριον ΣΤΕΦ. ΣΤΡΟΥΒΑ διδάσκονται τὰ μαθήματα ὑπὸ τοῦ ἰδίου. — [774, 1333, 1040, 1371]
ad-address: Ὁδὸς Πειραιῶς 23 — [1395, 1710, 1517, 1726]
column-rule — [266, 130, 268, 2263]
ad-kantoros — [272, 681, 764, 773]
ad-title: ΑΜΑΞΑΚΙΑ ΠΑΙΔΩΝ — [820, 1382, 994, 1402]
ad-title: ΨΑΘΑΚΙΑ — [32, 547, 239, 596]
classified: ΕΝΟΙΚΙΑΖΕΤΑΙ ἐπὶ τῆς ὁδοῦ Βαλαωρίτου, 15 οἰκία μὲ 4 δωμάτια καὶ κουζίνα. Πληροφορίαι Εὐριπίδου 6. — [1050, 1132, 1312, 1170]
article-paragraph: Ἐὰν οἱ ἐκλογαὶ ἐδῶ μέχρι τοῦδε ἐπεσήμαινον, δραστικὴ ἀπόφασις, τότε θὰ πρέπει νὰ ληφθῇ κατ' ἀρχὴν ἡ ἀνάγκη, ὅπως τὸ γόητρον μεταξὺ τῶν κομμάτων τῆς Πολιτείας νὰ μεταρρυθμίσῃ ἐκεῖ τοῦ Συντάγματος, τῆς Γερουσίας καὶ τῆς ἐπεκτάσεως τοῦ δικαιώματος τῆς ψήφου. — [8, 291, 263, 392]
editor-label: ΥΠΕΥΘΥΝΟΣ ΣΥΝΤΑΚΤΗΣ — [70, 130, 201, 142]
ad-line: ΕΙΣ ΤΟΥ ΚΑΝΤΟΡΟΥ — [410, 743, 626, 768]
ad-chatzantonakis — [1322, 1473, 1590, 1592]
ad-line: Ἀλληλογράφοι: ΑΓΓΛΙΣΤΙ, ΓΑΛΛΙΣΤΙ ΚΑΙ ΕΛΛΗΝΙΣΤΙ — [1071, 1496, 1291, 1521]
ad-address: 3 Broad street Place E. C. 2 — [1107, 1339, 1255, 1351]
ad-line: ἐν ΛΟΝΔΙΝῼ — [1133, 1321, 1229, 1338]
ad-name: Ι. ΡΑΠΤΗ — [471, 1103, 565, 1128]
ad-line: Παλαιὸν ἀπόσταγμα οἴνου ἀπαρ'μιλλον. — [409, 641, 627, 653]
ad-georgariou — [272, 133, 504, 322]
ad-text: τ. Ἐπιμελητὴς τῆς Μαιευτικῆς Κλινικῆς τοῦ Πανεπιστημίου. Δέχεται 3-5 μ. μ. Ὁδὸς Δερβενίων 7. Τηλ. 36-67. — [1058, 1573, 1304, 1611]
ad-head: ΟΙ ΠΑΣΧΟΝΤΕΣ — [96, 1245, 175, 1258]
ad-line: ΓΑΛΛΙΚΑ ΣΙΔΗΡΑ — [460, 1001, 576, 1017]
ad-syfilidika — [774, 1527, 1040, 1621]
